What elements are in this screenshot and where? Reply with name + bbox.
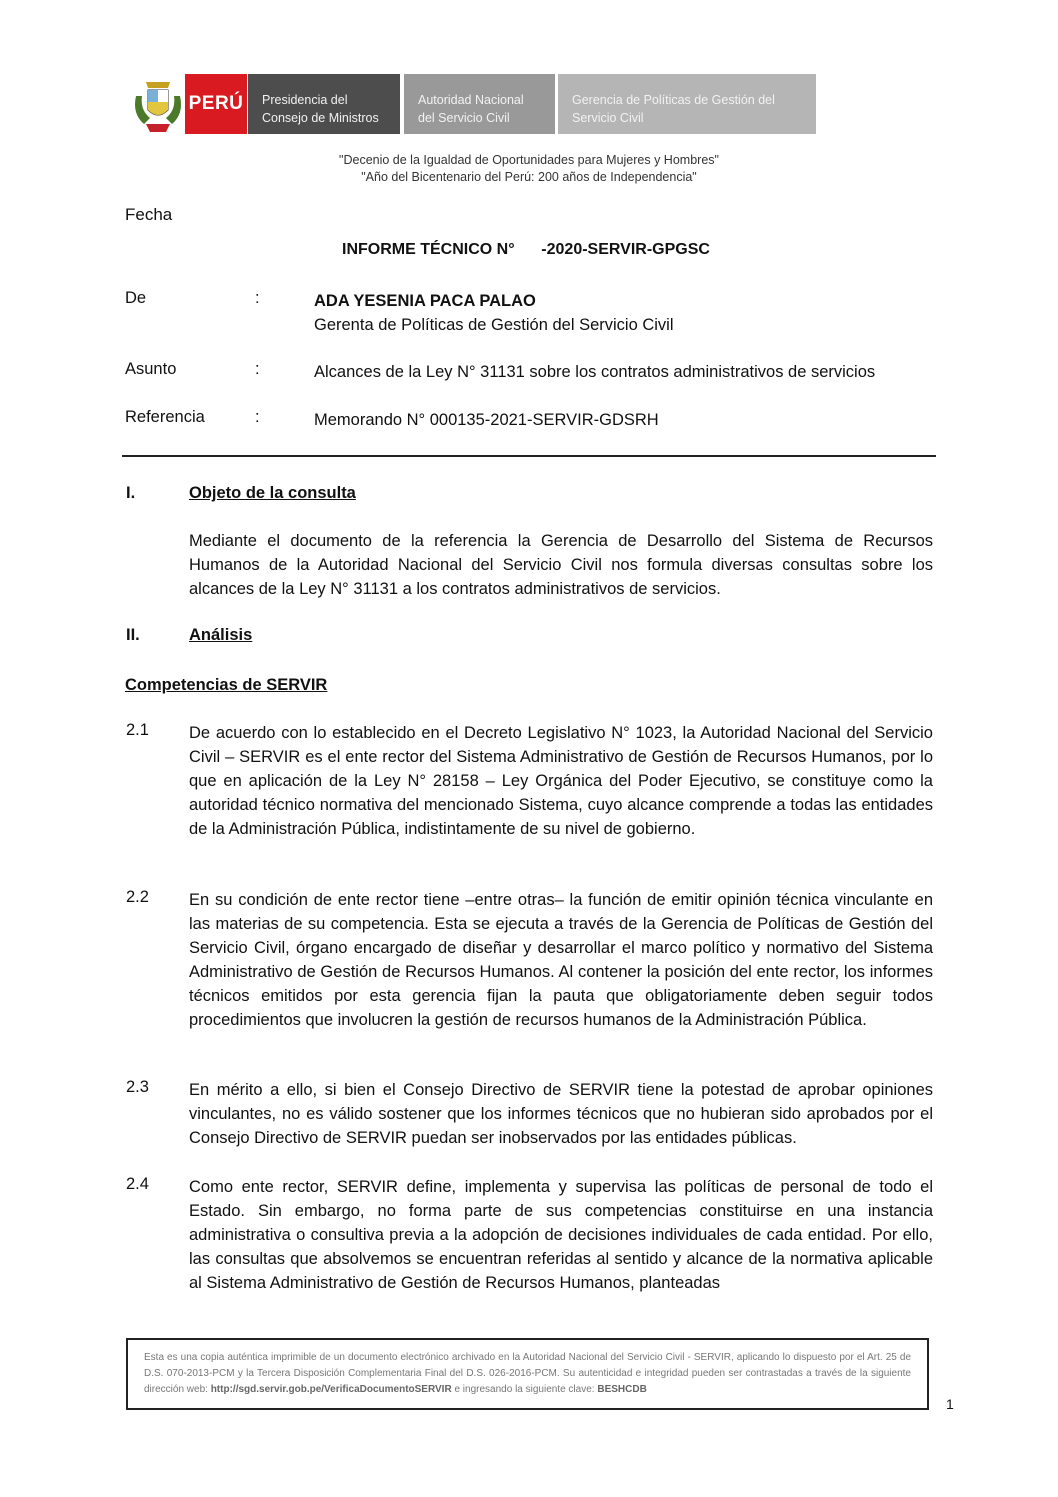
divider xyxy=(122,455,936,457)
paragraph-number: 2.4 xyxy=(126,1175,149,1193)
meta-value: Alcances de la Ley N° 31131 sobre los contratos administrativos de servicios xyxy=(314,363,876,381)
header-box-line: del Servicio Civil xyxy=(418,111,510,125)
meta-label: De xyxy=(125,289,147,307)
notice-text: Esta es una copia auténtica imprimible de un documento electrónico archivado en la Autoridad Nacional del Servicio Civil - SERVIR, aplicando lo dispuesto por el Art. 25 de D.S. 070-2013-PCM y la Tercera Disposición Complementaria Final del D.S. 026-2016-PCM. Su autenticidad e integridad pueden ser contrastadas a través de la siguiente dirección web: xyxy=(144,1352,911,1395)
paragraph-number: 2.3 xyxy=(126,1078,149,1096)
subheading: Competencias de SERVIR xyxy=(125,676,328,694)
numbered-paragraph: En mérito a ello, si bien el Consejo Directivo de SERVIR tiene la potestad de aprobar opiniones vinculantes, no es válido sostener que los informes técnicos que no hubieran sido aprobados por el Consejo Directivo de SERVIR puedan ser inobservados por las entidades públicas. xyxy=(189,1081,933,1147)
section-number: II. xyxy=(126,626,140,644)
section-paragraph: Mediante el documento de la referencia la Gerencia de Desarrollo del Sistema de Recursos Humanos de la Autoridad Nacional del Servicio Civil nos formula diversas consultas sobre los alcances de la Ley N° 31131 a los contratos administrativos de servicios. xyxy=(189,532,933,598)
sender-name: ADA YESENIA PACA PALAO xyxy=(314,292,536,310)
numbered-paragraph: Como ente rector, SERVIR define, implementa y supervisa las políticas de personal de todo el Estado. Sin embargo, no forma parte de sus competencias constituirse en una instancia administrativa o consultiva previa a la adopción de decisiones individuales de cada entidad. Por ello, las consultas que absolvemos se encuentran referidas al sentido y alcance de la normativa aplicable al Sistema Administrativo de Gestión de Recursos Humanos, planteadas xyxy=(189,1178,933,1292)
header-box-line: Autoridad Nacional xyxy=(418,93,524,107)
verification-key: BESHCDB xyxy=(597,1384,647,1395)
numbered-paragraph: De acuerdo con lo establecido en el Decreto Legislativo N° 1023, la Autoridad Nacional del Servicio Civil – SERVIR es el ente rector del Sistema Administrativo de Gestión de Recursos Humanos, por lo que en aplicación de la Ley N° 28158 – Ley Orgánica del Poder Ejecutivo, se constituye como la autoridad técnico normativa del mencionado Sistema, cuyo alcance comprende a todas las entidades de la Administración Pública, indistintamente de su nivel de gobierno. xyxy=(189,724,933,838)
verification-url[interactable]: http://sgd.servir.gob.pe/VerificaDocumentoSERVIR xyxy=(210,1384,452,1395)
header-box-line: Gerencia de Políticas de Gestión del xyxy=(572,93,775,107)
numbered-paragraph: En su condición de ente rector tiene –entre otras– la función de emitir opinión técnica vinculante en las materias de su competencia. Esta se ejecuta a través de la Gerencia de Políticas de Gestión del Servicio Civil, órgano encargado de diseñar y desarrollar el marco político y normativo del Sistema Administrativo de Gestión de Recursos Humanos. Al contener la posición del ente rector, los informes técnicos emitidos por esta gerencia fijan la pauta que obligatoriamente deben seguir todos procedimientos que involucren la gestión de recursos humanos de la Administración Pública. xyxy=(189,891,933,1029)
header-box-line: Presidencia del xyxy=(262,93,348,107)
meta-colon: : xyxy=(255,289,260,307)
document-title: INFORME TÉCNICO N° -2020-SERVIR-GPGSC xyxy=(342,241,710,258)
coat-of-arms-icon xyxy=(132,74,184,136)
section-title: Objeto de la consulta xyxy=(189,484,356,502)
header-box-line: Consejo de Ministros xyxy=(262,111,379,125)
meta-colon: : xyxy=(255,360,260,378)
decenio-line: "Decenio de la Igualdad de Oportunidades para Mujeres y Hombres" xyxy=(339,153,719,167)
meta-label: Referencia xyxy=(125,408,205,426)
paragraph-number: 2.1 xyxy=(126,721,149,739)
sender-position: Gerenta de Políticas de Gestión del Servicio Civil xyxy=(314,316,674,334)
section-number: I. xyxy=(126,484,136,502)
authenticity-notice xyxy=(126,1338,929,1410)
notice-text: e ingresando la siguiente clave: xyxy=(451,1384,598,1395)
header-box-servir xyxy=(404,74,555,134)
header-box-line: Servicio Civil xyxy=(572,111,644,125)
meta-colon: : xyxy=(255,408,260,426)
page-number: 1 xyxy=(946,1396,954,1412)
fecha-label: Fecha xyxy=(125,205,173,224)
header-box-pcm xyxy=(248,74,400,134)
meta-value xyxy=(314,289,674,337)
country-label: PERÚ xyxy=(188,93,244,114)
meta-value: Memorando N° 000135-2021-SERVIR-GDSRH xyxy=(314,411,659,429)
decenio-text xyxy=(0,152,1058,186)
paragraph-number: 2.2 xyxy=(126,888,149,906)
decenio-line: "Año del Bicentenario del Perú: 200 años de Independencia" xyxy=(361,170,697,184)
meta-label: Asunto xyxy=(125,360,177,378)
section-title: Análisis xyxy=(189,626,253,644)
peru-logo xyxy=(185,74,247,134)
header-box-gpgsc xyxy=(558,74,816,134)
